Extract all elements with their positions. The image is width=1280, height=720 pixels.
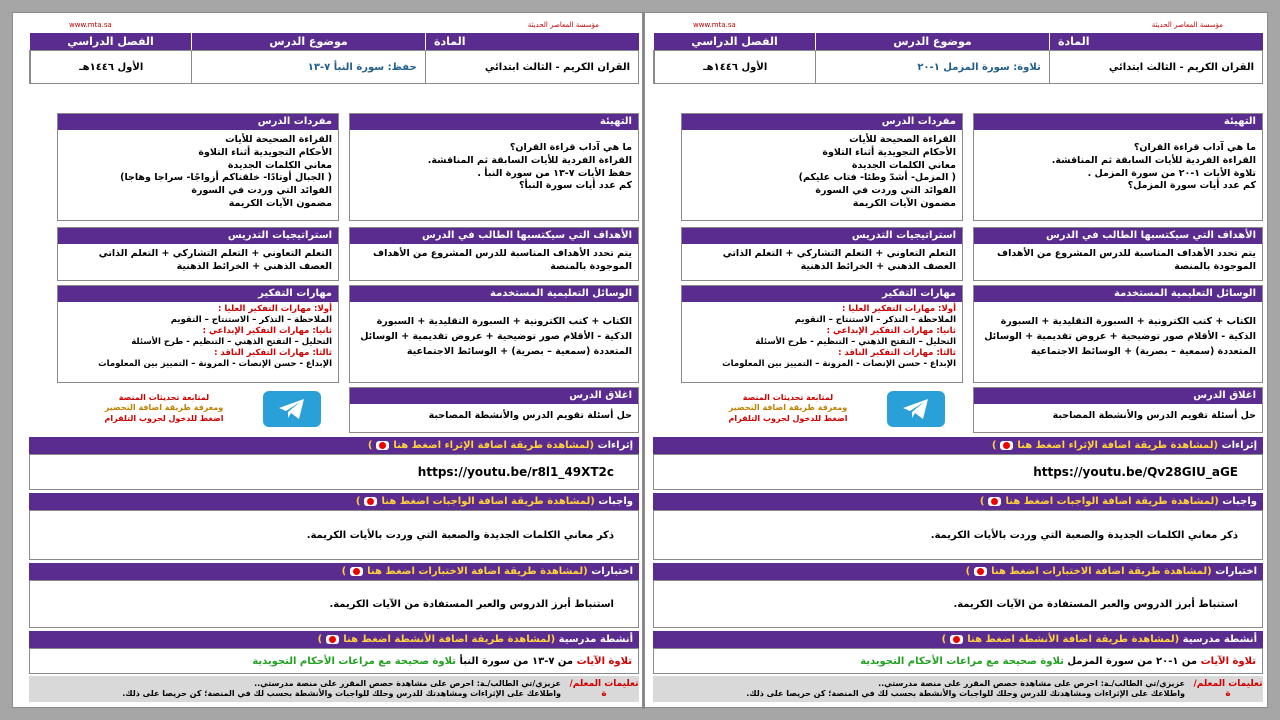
enrich-label: إثراءات bbox=[1221, 440, 1257, 451]
tools-title: الوسائل التعليمية المستخدمة bbox=[350, 286, 638, 302]
vocab-line: مضمون الآيات الكريمة bbox=[852, 198, 956, 210]
thinking-box bbox=[681, 285, 963, 383]
warmup-line: القراءة الفردية للأيات السابقة ثم المناقشة. bbox=[427, 154, 632, 166]
thinking-heading: ثالثا: مهارات التفكير الناقد : bbox=[214, 348, 332, 359]
closing-box bbox=[973, 387, 1263, 433]
strategies-title: استراتيجيات التدريس bbox=[682, 228, 962, 244]
closing-text: حل أسئلة تقويم الدرس والأنشطة المصاحبة bbox=[428, 410, 632, 421]
teacher-notes bbox=[29, 676, 639, 702]
recite-part: من ١-٢٠ من سورة المزمل bbox=[1067, 655, 1198, 667]
subject-header: المادة bbox=[425, 33, 639, 50]
subject-value: القران الكريم - الثالث ابتدائي bbox=[425, 51, 638, 83]
vocab-line: الفوائد التي وردت في السورة bbox=[191, 185, 332, 197]
vocab-box bbox=[681, 113, 963, 221]
activities-bar: أنشطة مدرسية (لمشاهدة طريقة اضافة الأنشطة اضغط هنا) bbox=[653, 631, 1263, 648]
vocab-line: معاني الكلمات الجديدة bbox=[227, 159, 332, 171]
enrich-url[interactable]: https://youtu.be/Qv28GIU_aGE bbox=[1033, 465, 1238, 479]
goals-title: الأهداف التي سيكتسبها الطالب في الدرس bbox=[974, 228, 1262, 244]
recitation-line bbox=[29, 648, 639, 674]
term-value: الأول ١٤٤٦هـ bbox=[30, 51, 191, 83]
lesson-page-left bbox=[29, 17, 639, 705]
term-value: الأول ١٤٤٦هـ bbox=[654, 51, 815, 83]
notes-line: واطلاعك على الإثراءات ومشاهدتك للدرس وحلك للواجبات والأنشطة بحسب لك في المنصة؛ كن حريصا على ذلك. bbox=[122, 689, 561, 698]
thinking-heading: أولا: مهارات التفكير العليا : bbox=[841, 304, 956, 314]
org-name: مؤسسة المعاصر الحديثة bbox=[1151, 21, 1223, 29]
header-values bbox=[29, 50, 639, 84]
thinking-heading: ثانيا: مهارات التفكير الإبداعي : bbox=[202, 326, 332, 337]
homework-label: واجبات bbox=[598, 496, 633, 507]
thinking-box bbox=[57, 285, 339, 383]
tests-video-link[interactable]: (لمشاهدة طريقة اضافة الاختبارات اضغط هنا bbox=[367, 566, 588, 577]
tools-title: الوسائل التعليمية المستخدمة bbox=[974, 286, 1262, 302]
notes-line: واطلاعك على الإثراءات ومشاهدتك للدرس وحلك للواجبات والأنشطة بحسب لك في المنصة؛ كن حريصا على ذلك. bbox=[746, 689, 1185, 698]
warmup-line: ما هي آداب قراءة القران؟ bbox=[1133, 142, 1256, 153]
enrich-panel bbox=[653, 454, 1263, 490]
vocab-line: مضمون الآيات الكريمة bbox=[228, 198, 332, 210]
topic-value: تلاوة: سورة المزمل ١-٢٠ bbox=[815, 51, 1048, 83]
youtube-icon[interactable] bbox=[1000, 441, 1013, 450]
enrich-url[interactable]: https://youtu.be/r8l1_49XT2c bbox=[417, 465, 614, 479]
recite-part: من ٧-١٣ من سورة النبأ bbox=[459, 655, 574, 667]
recite-part: تلاوة الآيات bbox=[576, 655, 632, 667]
goals-box bbox=[349, 227, 639, 281]
goals-box bbox=[973, 227, 1263, 281]
site-url[interactable]: www.mta.sa bbox=[69, 21, 112, 29]
warmup-line: كم عدد أيات سورة المزمل؟ bbox=[1127, 180, 1256, 192]
closing-box bbox=[349, 387, 639, 433]
homework-panel bbox=[29, 510, 639, 560]
activities-label: أنشطة مدرسية bbox=[558, 634, 633, 645]
vocab-line: ( المزمل- أشدّ وطئا- فتاب عليكم) bbox=[798, 172, 956, 184]
vocab-line: القراءة الصحيحة للأيات bbox=[849, 134, 956, 145]
youtube-icon[interactable] bbox=[350, 567, 363, 576]
org-name: مؤسسة المعاصر الحديثة bbox=[527, 21, 599, 29]
lesson-page-right bbox=[653, 17, 1263, 705]
header-row bbox=[653, 33, 1263, 50]
youtube-icon[interactable] bbox=[364, 497, 377, 506]
homework-label: واجبات bbox=[1222, 496, 1257, 507]
youtube-icon[interactable] bbox=[376, 441, 389, 450]
enrich-label: إثراءات bbox=[597, 440, 633, 451]
topic-value: حفظ: سورة النبأ ٧-١٣ bbox=[191, 51, 424, 83]
thinking-line: الإبداع - حسن الإنصات - المرونة – التمييز بين المعلومات bbox=[98, 359, 332, 370]
promo-line: ومعرفة طريقة اضافة التحضير bbox=[104, 403, 224, 413]
warmup-title: التهيئة bbox=[974, 114, 1262, 130]
goals-title: الأهداف التي سيكتسبها الطالب في الدرس bbox=[350, 228, 638, 244]
tests-bar: اختبارات (لمشاهدة طريقة اضافة الاختبارات اضغط هنا) bbox=[29, 563, 639, 580]
vocab-line: الفوائد التي وردت في السورة bbox=[815, 185, 956, 197]
goals-text: يتم تحدد الأهداف المناسبة للدرس المشروع من الأهداف الموجودة بالمنصة bbox=[997, 248, 1256, 272]
thinking-heading: ثانيا: مهارات التفكير الإبداعي : bbox=[826, 326, 956, 337]
activities-video-link[interactable]: (لمشاهدة طريقة اضافة الأنشطة اضغط هنا bbox=[343, 634, 556, 645]
activities-bar: أنشطة مدرسية (لمشاهدة طريقة اضافة الأنشطة اضغط هنا) bbox=[29, 631, 639, 648]
notes-line: عزيزي/تي الطالب/ـة: احرص على مشاهدة حصص المقرر على منصة مدرستي.. bbox=[878, 678, 1185, 688]
closing-title: اغلاق الدرس bbox=[350, 388, 638, 404]
promo-line: اضغط للدخول لجروب التلقرام bbox=[728, 413, 848, 423]
thinking-line: الملاحظة – التذكر – الاستنتاج – التقويم bbox=[170, 315, 332, 326]
vocab-line: الأحكام التجويدية أثناء التلاوة bbox=[198, 146, 332, 158]
header-row bbox=[29, 33, 639, 50]
homework-bar: واجبات (لمشاهدة طريقة اضافة الواجبات اضغط هنا) bbox=[653, 493, 1263, 510]
promo-line: لمتابعة تحديثات المنصة bbox=[118, 393, 210, 402]
tests-text: استنباط أبرز الدروس والعبر المستفادة من الآيات الكريمة. bbox=[329, 598, 614, 610]
closing-text: حل أسئلة تقويم الدرس والأنشطة المصاحبة bbox=[1052, 410, 1256, 421]
telegram-promo[interactable] bbox=[89, 393, 239, 424]
homework-bar: واجبات (لمشاهدة طريقة اضافة الواجبات اضغط هنا) bbox=[29, 493, 639, 510]
tests-video-link[interactable]: (لمشاهدة طريقة اضافة الاختبارات اضغط هنا bbox=[991, 566, 1212, 577]
strategies-box bbox=[57, 227, 339, 281]
thinking-line: التحليل – التفتح الذهني – التنظيم - طرح الأسئلة bbox=[755, 337, 956, 348]
teacher-notes bbox=[653, 676, 1263, 702]
thinking-line: الملاحظة – التذكر – الاستنتاج – التقويم bbox=[794, 315, 956, 326]
subject-value: القران الكريم - الثالث ابتدائي bbox=[1049, 51, 1262, 83]
vocab-line: ( الجبال أوتادًا- خلقناكم أزواجًا- سراجا وهاجا) bbox=[120, 172, 332, 184]
notes-line: عزيزي/تي الطالب/ـة: احرص على مشاهدة حصص المقرر على منصة مدرستي.. bbox=[254, 678, 561, 688]
warmup-box bbox=[973, 113, 1263, 221]
tests-panel bbox=[653, 580, 1263, 628]
strategies-text: التعلم التعاوني + التعلم التشاركي + التعلم الذاتي العصف الذهني + الخرائط الذهنية bbox=[722, 248, 956, 272]
enrich-bar: إثراءات (لمشاهدة طريقة اضافة الإثراء اضغط هنا) bbox=[29, 437, 639, 454]
warmup-line: حفظ الأيات ٧-١٣ من سورة النبأ . bbox=[477, 167, 632, 179]
tools-text: الكتاب + كتب الكترونية + السبورة التقليدية + السبورة الذكية - الأقلام صور توضيحية + عروض تقديمية + الوسائل المتعددة (سمعية – بصرية) + الوسائط الاجتماعية bbox=[360, 316, 632, 358]
tests-label: اختبارات bbox=[591, 566, 633, 577]
homework-panel bbox=[653, 510, 1263, 560]
homework-text: ذكر معاني الكلمات الجديدة والصعبة التي وردت بالأيات الكريمة. bbox=[306, 529, 614, 541]
warmup-line: القراءة الفردية للأيات السابقة ثم المناقشة. bbox=[1051, 154, 1256, 166]
thinking-line: التحليل – التفتح الذهني – التنظيم - طرح الأسئلة bbox=[131, 337, 332, 348]
vocab-line: القراءة الصحيحة للأيات bbox=[225, 134, 332, 145]
promo-line: لمتابعة تحديثات المنصة bbox=[742, 393, 834, 402]
document-frame bbox=[12, 12, 1268, 708]
warmup-box bbox=[349, 113, 639, 221]
tools-text: الكتاب + كتب الكترونية + السبورة التقليدية + السبورة الذكية - الأقلام صور توضيحية + عروض تقديمية + الوسائل المتعددة (سمعية – بصرية) + الوسائط الاجتماعية bbox=[984, 316, 1256, 358]
youtube-icon[interactable] bbox=[950, 635, 963, 644]
thinking-title: مهارات التفكير bbox=[58, 286, 338, 302]
youtube-icon[interactable] bbox=[974, 567, 987, 576]
thinking-heading: أولا: مهارات التفكير العليا : bbox=[217, 304, 332, 314]
teacher-notes-label: تعليمات المعلم/ة bbox=[569, 679, 639, 699]
top-line bbox=[653, 17, 1263, 33]
activities-label: أنشطة مدرسية bbox=[1182, 634, 1257, 645]
teacher-notes-label: تعليمات المعلم/ة bbox=[1193, 679, 1263, 699]
tests-panel bbox=[29, 580, 639, 628]
tests-bar: اختبارات (لمشاهدة طريقة اضافة الاختبارات اضغط هنا) bbox=[653, 563, 1263, 580]
recite-part: تلاوة الآيات bbox=[1200, 655, 1256, 667]
vocab-line: الأحكام التجويدية أثناء التلاوة bbox=[822, 146, 956, 158]
closing-title: اغلاق الدرس bbox=[974, 388, 1262, 404]
thinking-line: الإبداع - حسن الإنصات - المرونة – التمييز بين المعلومات bbox=[722, 359, 956, 370]
subject-header: المادة bbox=[1049, 33, 1263, 50]
vocab-title: مفردات الدرس bbox=[682, 114, 962, 130]
homework-video-link[interactable]: (لمشاهدة طريقة اضافة الواجبات اضغط هنا bbox=[381, 496, 595, 507]
recite-part: تلاوة صحيحة مع مراعات الأحكام التجويدية bbox=[860, 655, 1064, 667]
activities-video-link[interactable]: (لمشاهدة طريقة اضافة الأنشطة اضغط هنا bbox=[967, 634, 1180, 645]
thinking-heading: ثالثا: مهارات التفكير الناقد : bbox=[838, 348, 956, 359]
telegram-icon[interactable] bbox=[887, 391, 945, 427]
warmup-line: كم عدد أيات سورة النبأ؟ bbox=[518, 180, 632, 192]
vocab-line: معاني الكلمات الجديدة bbox=[851, 159, 956, 171]
warmup-line: تلاوة الأيات ١-٢٠ من سورة المزمل . bbox=[1087, 167, 1256, 179]
homework-video-link[interactable]: (لمشاهدة طريقة اضافة الواجبات اضغط هنا bbox=[1005, 496, 1219, 507]
promo-line: اضغط للدخول لجروب التلقرام bbox=[104, 413, 224, 423]
top-line bbox=[29, 17, 639, 33]
enrich-video-link[interactable]: (لمشاهدة طريقة اضافة الإثراء اضغط هنا bbox=[393, 440, 595, 451]
page-divider bbox=[642, 13, 645, 709]
telegram-icon[interactable] bbox=[263, 391, 321, 427]
homework-text: ذكر معاني الكلمات الجديدة والصعبة التي وردت بالأيات الكريمة. bbox=[930, 529, 1238, 541]
warmup-title: التهيئة bbox=[350, 114, 638, 130]
tests-label: اختبارات bbox=[1215, 566, 1257, 577]
header-values bbox=[653, 50, 1263, 84]
tools-box bbox=[973, 285, 1263, 383]
term-header: الفصل الدراسي bbox=[653, 33, 815, 50]
enrich-bar: إثراءات (لمشاهدة طريقة اضافة الإثراء اضغط هنا) bbox=[653, 437, 1263, 454]
thinking-title: مهارات التفكير bbox=[682, 286, 962, 302]
warmup-line: ما هي آداب قراءة القران؟ bbox=[509, 142, 632, 153]
topic-header: موضوع الدرس bbox=[815, 33, 1049, 50]
tools-box bbox=[349, 285, 639, 383]
strategies-text: التعلم التعاوني + التعلم التشاركي + التعلم الذاتي العصف الذهني + الخرائط الذهنية bbox=[98, 248, 332, 272]
vocab-title: مفردات الدرس bbox=[58, 114, 338, 130]
vocab-box bbox=[57, 113, 339, 221]
enrich-video-link[interactable]: (لمشاهدة طريقة اضافة الإثراء اضغط هنا bbox=[1017, 440, 1219, 451]
tests-text: استنباط أبرز الدروس والعبر المستفادة من الآيات الكريمة. bbox=[953, 598, 1238, 610]
promo-line: ومعرفة طريقة اضافة التحضير bbox=[728, 403, 848, 413]
youtube-icon[interactable] bbox=[326, 635, 339, 644]
term-header: الفصل الدراسي bbox=[29, 33, 191, 50]
enrich-panel bbox=[29, 454, 639, 490]
telegram-promo[interactable] bbox=[713, 393, 863, 424]
goals-text: يتم تحدد الأهداف المناسبة للدرس المشروع من الأهداف الموجودة بالمنصة bbox=[373, 248, 632, 272]
site-url[interactable]: www.mta.sa bbox=[693, 21, 736, 29]
recitation-line bbox=[653, 648, 1263, 674]
youtube-icon[interactable] bbox=[988, 497, 1001, 506]
strategies-box bbox=[681, 227, 963, 281]
recite-part: تلاوة صحيحة مع مراعات الأحكام التجويدية bbox=[252, 655, 456, 667]
strategies-title: استراتيجيات التدريس bbox=[58, 228, 338, 244]
topic-header: موضوع الدرس bbox=[191, 33, 425, 50]
